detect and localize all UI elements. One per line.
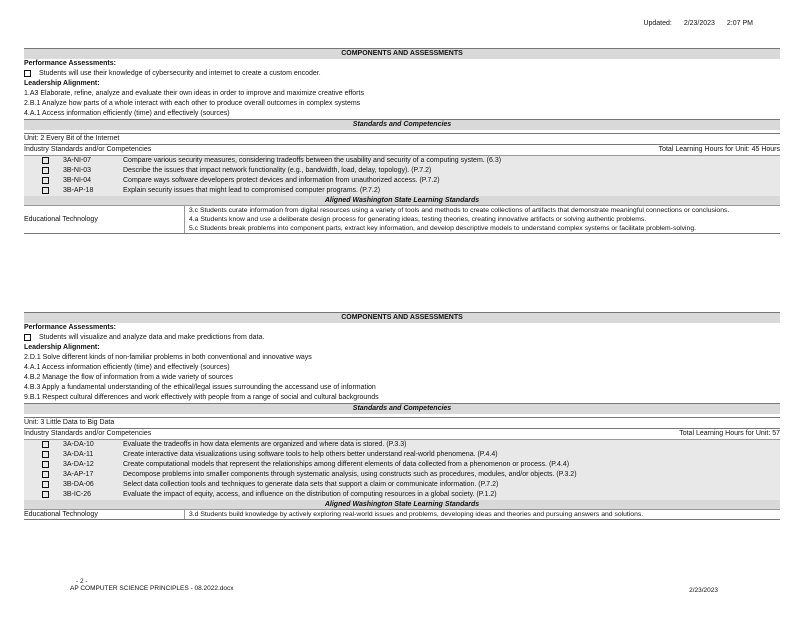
unit-title: Unit: 3 Little Data to Big Data xyxy=(24,417,780,429)
leadership-item: 4.A.1 Access information efficiently (time) and effectively (sources) xyxy=(24,110,230,117)
leadership-item: 2.B.1 Analyze how parts of a whole interact with each other to produce overall outcomes in complex systems xyxy=(24,100,361,107)
et-item: 3.c Students curate information from digital resources using a variety of tools and methods to create collections of artifacts that demonstrate meaningful connections or conclusions. xyxy=(189,207,730,214)
industry-standard: 3B-DA-06 Select data collection tools and techniques to generate data sets that support a claim or communicate information. (P.7.2) xyxy=(24,480,780,490)
industry-standard: 3B-NI-03 Describe the issues that impact network functionality (e.g., bandwidth, load, delay, topology). (P.7.2) xyxy=(24,166,780,176)
page-footer xyxy=(70,578,234,592)
industry-standard: 3A-DA-10 Evaluate the tradeoffs in how data elements are organized and where data is stored. (P.3.3) xyxy=(24,440,780,450)
checkbox-icon xyxy=(24,334,31,341)
industry-standard: 3A-AP-17 Decompose problems into smaller components through systematic analysis, using constructs such as procedures, modules, and/or objects. (P.3.2) xyxy=(24,470,780,480)
leadership-item: 2.D.1 Solve different kinds of non-familiar problems in both conventional and innovative ways xyxy=(24,354,312,361)
checkbox-icon xyxy=(42,451,49,458)
leadership-item: 9.B.1 Respect cultural differences and work effectively with people from a range of social and cultural backgrounds xyxy=(24,394,379,401)
leadership-label: Leadership Alignment: xyxy=(24,344,100,351)
updated-label: Updated: xyxy=(643,20,672,27)
checkbox-icon xyxy=(42,441,49,448)
leadership-item: 1.A3 Elaborate, refine, analyze and evaluate their own ideas in order to improve and maximize creative efforts xyxy=(24,90,364,97)
leadership-item: 4.A.1 Access information efficiently (time) and effectively (sources) xyxy=(24,364,230,371)
wa-standards-banner: Aligned Washington State Learning Standards xyxy=(24,196,780,205)
et-item: 4.a Students know and use a deliberate design process for generating ideas, testing theories, creating innovative artifacts or solving authentic problems. xyxy=(189,216,647,223)
industry-header xyxy=(24,429,780,440)
leadership-label: Leadership Alignment: xyxy=(24,80,100,87)
et-label: Educational Technology xyxy=(24,511,98,518)
et-item: 5.c Students break problems into component parts, extract key information, and develop descriptive models to understand complex systems or facilitate problem-solving. xyxy=(189,225,696,232)
hours-label: Total Learning Hours for Unit: 57 xyxy=(679,430,780,437)
checkbox-icon xyxy=(42,471,49,478)
et-standards xyxy=(184,510,780,519)
document-name: AP COMPUTER SCIENCE PRINCIPLES - 08.2022.docx xyxy=(70,585,234,592)
checkbox-icon xyxy=(42,157,49,164)
checkbox-icon xyxy=(42,187,49,194)
checkbox-icon xyxy=(24,70,31,77)
performance-item: Students will use their knowledge of cybersecurity and internet to create a custom encoder. xyxy=(24,69,780,79)
et-label: Educational Technology xyxy=(24,216,98,223)
industry-standard: 3A-NI-07 Compare various security measures, considering tradeoffs between the usability and security of a computing system. (6.3) xyxy=(24,156,780,166)
industry-label: Industry Standards and/or Competencies xyxy=(24,146,152,153)
et-item: 3.d Students build knowledge by actively exploring real-world issues and problems, developing ideas and theories and pursuing answers and solutions. xyxy=(189,511,644,518)
performance-label: Performance Assessments: xyxy=(24,60,116,67)
standards-banner: Standards and Competencies xyxy=(24,403,780,414)
performance-item: Students will visualize and analyze data and make predictions from data. xyxy=(24,333,780,343)
industry-standard: 3B-NI-04 Compare ways software developers protect devices and information from unauthorized access. (P.7.2) xyxy=(24,176,780,186)
industry-standard: 3A-DA-11 Create interactive data visualizations using software tools to help others better understand real-world phenomena. (P.4.4) xyxy=(24,450,780,460)
updated-date: 2/23/2023 xyxy=(683,20,715,27)
components-banner: COMPONENTS AND ASSESSMENTS xyxy=(24,48,780,59)
leadership-item: 4.B.3 Apply a fundamental understanding of the ethical/legal issues surrounding the accessand use of information xyxy=(24,384,376,391)
checkbox-icon xyxy=(42,491,49,498)
industry-label: Industry Standards and/or Competencies xyxy=(24,430,152,437)
standards-banner: Standards and Competencies xyxy=(24,119,780,130)
checkbox-icon xyxy=(42,461,49,468)
updated-time: 2:07 PM xyxy=(726,20,753,27)
industry-standard: 3B-IC-26 Evaluate the impact of equity, access, and influence on the distribution of computing resources in a global society. (P.1.2) xyxy=(24,490,780,500)
leadership-item: 4.B.2 Manage the flow of information from a wide variety of sources xyxy=(24,374,233,381)
performance-label: Performance Assessments: xyxy=(24,324,116,331)
industry-header xyxy=(24,145,780,156)
section-unit-3 xyxy=(24,312,780,520)
checkbox-icon xyxy=(42,167,49,174)
components-banner: COMPONENTS AND ASSESSMENTS xyxy=(24,312,780,323)
section-unit-2 xyxy=(24,48,780,234)
checkbox-icon xyxy=(42,177,49,184)
wa-standards-banner: Aligned Washington State Learning Standards xyxy=(24,500,780,509)
et-standards xyxy=(184,206,780,233)
footer-date: 2/23/2023 xyxy=(689,587,718,594)
industry-standard: 3A-DA-12 Create computational models that represent the relationships among different elements of data collected from a phenomenon or process. (P.4.4) xyxy=(24,460,780,470)
updated-stamp xyxy=(633,20,753,27)
educational-technology-row xyxy=(24,205,780,234)
unit-title: Unit: 2 Every Bit of the Internet xyxy=(24,133,780,145)
checkbox-icon xyxy=(42,481,49,488)
industry-standard: 3B-AP-18 Explain security issues that might lead to compromised computer programs. (P.7.2) xyxy=(24,186,780,196)
hours-label: Total Learning Hours for Unit: 45 Hours xyxy=(658,146,780,153)
educational-technology-row xyxy=(24,509,780,520)
page-number: - 2 - xyxy=(76,578,88,585)
